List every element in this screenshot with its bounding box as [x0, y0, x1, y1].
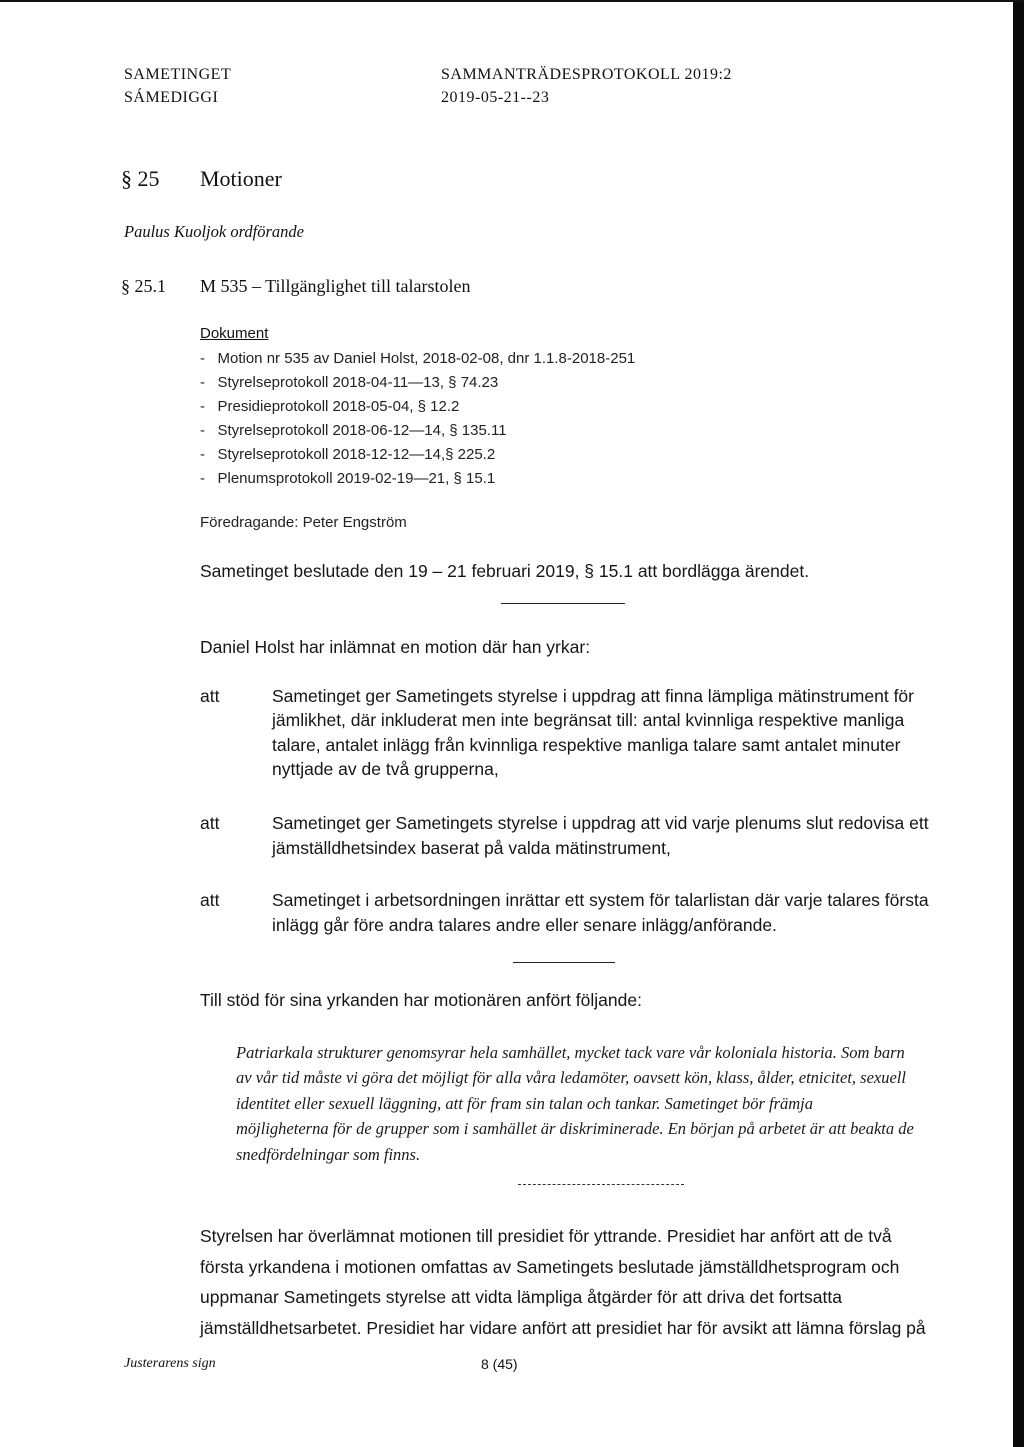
document-item-text: Styrelseprotokoll 2018-06-12—14, § 135.11 — [217, 422, 507, 439]
motion-intro: Daniel Holst har inlämnat en motion där han yrkar: — [200, 637, 591, 657]
document-item: - Styrelseprotokoll 2018-12-12—14,§ 225.2 — [200, 446, 496, 463]
document-item-text: Styrelseprotokoll 2018-12-12—14,§ 225.2 — [217, 446, 496, 463]
section-title: Motioner — [200, 166, 282, 191]
quote-line: möjligheterna för de grupper som i samhället är diskriminerade. En början på arbetet är att beakta de — [236, 1119, 914, 1138]
subsection-title: M 535 – Tillgänglighet till talarstolen — [200, 276, 471, 296]
demand-marker: att — [200, 686, 220, 706]
signature-label: Justerarens sign — [124, 1356, 216, 1371]
quote-line: av vår tid måste vi göra det möjligt för alla våra ledamöter, oavsett kön, klass, ålder, etnicitet, sexuell — [236, 1068, 906, 1087]
document-item: - Presidieprotokoll 2018-05-04, § 12.2 — [200, 398, 460, 415]
documents-heading: Dokument — [200, 325, 269, 342]
demand-line: Sametinget ger Sametingets styrelse i uppdrag att finna lämpliga mätinstrument för — [272, 686, 914, 706]
org-name-sami: SÁMEDIGGI — [124, 89, 219, 106]
quote-line: snedfördelningar som finns. — [236, 1145, 421, 1164]
dashed-divider — [518, 1184, 684, 1185]
document-item-text: Motion nr 535 av Daniel Holst, 2018-02-08, dnr 1.1.8-2018-251 — [217, 350, 636, 367]
scan-edge-top — [0, 0, 1024, 2]
demand-marker: att — [200, 890, 220, 910]
board-line: jämställdhetsarbetet. Presidiet har vidare anfört att presidiet har för avsikt att lämna förslag på — [200, 1318, 926, 1338]
quote-line: identitet eller sexuell läggning, att för fram sin talan och tankar. Sametinget bör främja — [236, 1094, 813, 1113]
section-number: § 25 — [121, 166, 160, 191]
board-line: uppmanar Sametingets styrelse att vidta lämpliga åtgärder för att driva det fortsatta — [200, 1287, 842, 1307]
document-item: - Motion nr 535 av Daniel Holst, 2018-02-08, dnr 1.1.8-2018-251 — [200, 350, 636, 367]
document-item: - Styrelseprotokoll 2018-04-11—13, § 74.23 — [200, 374, 499, 391]
demand-line: Sametinget ger Sametingets styrelse i uppdrag att vid varje plenums slut redovisa ett — [272, 813, 929, 833]
presenter: Föredragande: Peter Engström — [200, 514, 407, 531]
document-item-text: Presidieprotokoll 2018-05-04, § 12.2 — [217, 398, 460, 415]
board-line: första yrkandena i motionen omfattas av Sametingets beslutade jämställdhetsprogram och — [200, 1257, 900, 1277]
demand-line: jämlikhet, där inkluderat men inte begränsat till: antal kvinnliga respektive manliga — [272, 710, 905, 730]
protocol-dates: 2019-05-21--23 — [441, 89, 550, 106]
document-item: - Styrelseprotokoll 2018-06-12—14, § 135.11 — [200, 422, 507, 439]
quote-line: Patriarkala strukturer genomsyrar hela samhället, mycket tack vare vår koloniala historia. Som barn — [236, 1043, 905, 1062]
divider — [513, 962, 615, 963]
demand-marker: att — [200, 813, 220, 833]
page-number: 8 (45) — [481, 1356, 518, 1372]
document-item-text: Styrelseprotokoll 2018-04-11—13, § 74.23 — [217, 374, 499, 391]
scan-edge — [1013, 0, 1024, 1447]
document-item-text: Plenumsprotokoll 2019-02-19—21, § 15.1 — [217, 470, 496, 487]
subsection-number: § 25.1 — [121, 276, 166, 296]
demand-line: jämställdhetsindex baserat på valda mätinstrument, — [272, 838, 671, 858]
chair-name: Paulus Kuoljok ordförande — [124, 222, 304, 241]
divider — [501, 603, 625, 604]
demand-line: nyttjade av de två grupperna, — [272, 759, 499, 779]
demand-line: inlägg går före andra talares andre eller senare inlägg/anförande. — [272, 915, 777, 935]
demand-line: talare, antalet inlägg från kvinnliga respektive manliga talare samt antalet minuter — [272, 735, 901, 755]
board-line: Styrelsen har överlämnat motionen till presidiet för yttrande. Presidiet har anfört att de två — [200, 1226, 892, 1246]
support-intro: Till stöd för sina yrkanden har motionären anfört följande: — [200, 990, 642, 1010]
demand-line: Sametinget i arbetsordningen inrättar ett system för talarlistan där varje talares första — [272, 890, 929, 910]
protocol-title: SAMMANTRÄDESPROTOKOLL 2019:2 — [441, 66, 732, 83]
document-item: - Plenumsprotokoll 2019-02-19—21, § 15.1 — [200, 470, 496, 487]
decision-text: Sametinget beslutade den 19 – 21 februari 2019, § 15.1 att bordlägga ärendet. — [200, 561, 810, 581]
org-name: SAMETINGET — [124, 66, 232, 83]
